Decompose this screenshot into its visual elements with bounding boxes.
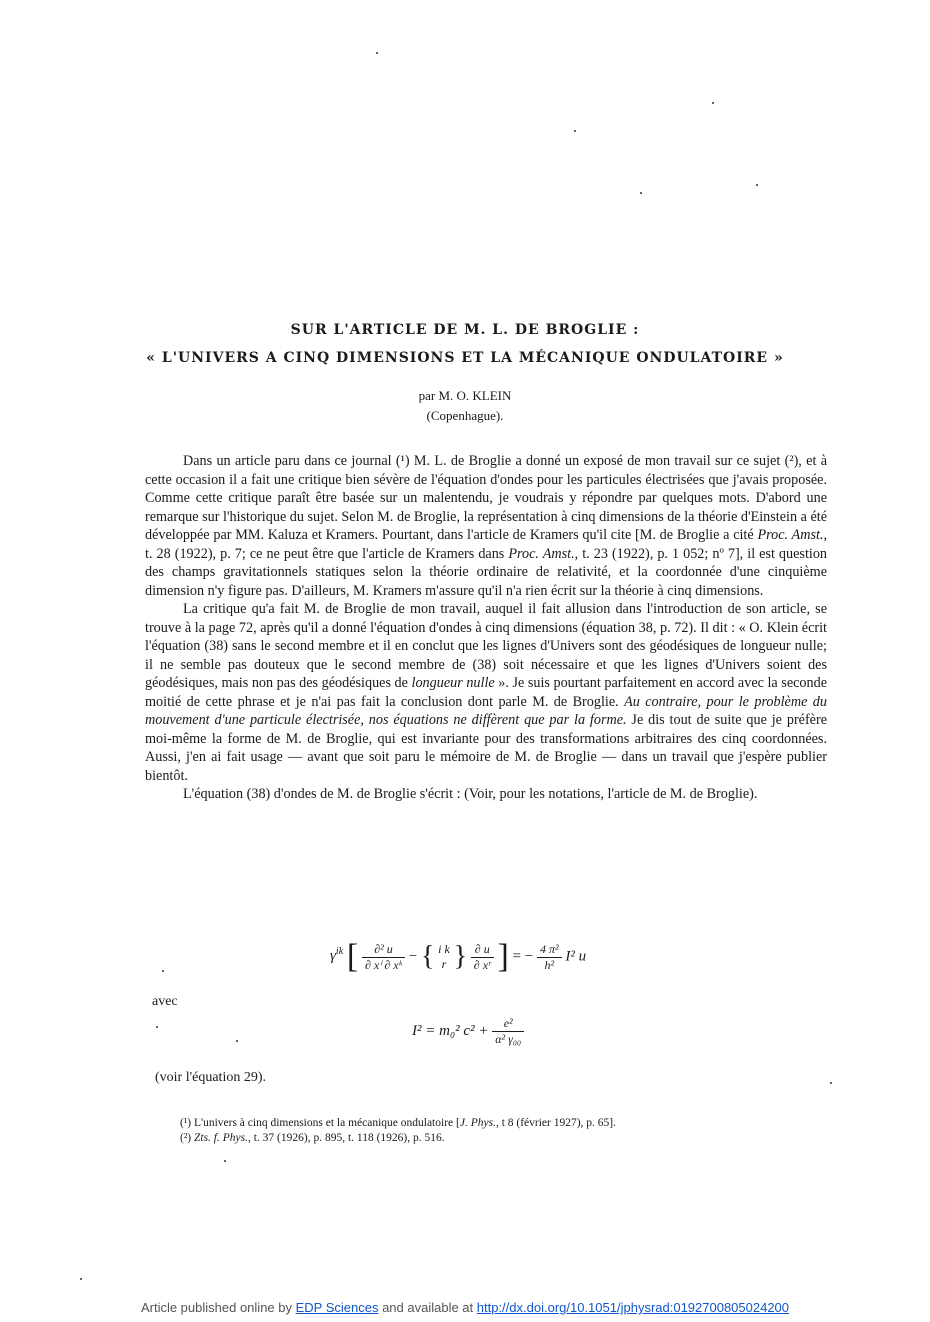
eq-rhs: I² u <box>565 948 587 965</box>
scan-speck <box>162 970 164 972</box>
rhs-fraction <box>537 942 562 973</box>
publisher-banner <box>0 1300 930 1315</box>
scan-speck <box>80 1278 82 1280</box>
text-run: , t 8 (février 1927), p. 65]. <box>495 1117 617 1129</box>
first-derivative <box>471 942 494 973</box>
eq-den: α² γ₀₀ <box>495 1032 522 1046</box>
gamma-symbol <box>330 948 343 964</box>
publisher-link[interactable]: EDP Sciences <box>295 1300 379 1315</box>
scan-speck <box>756 184 758 186</box>
affiliation: (Copenhague). <box>426 408 504 423</box>
journal-ref: Zts. f. Phys. <box>193 1132 248 1144</box>
author: par M. O. KLEIN <box>418 388 512 403</box>
eq-num: ∂² u <box>362 942 405 958</box>
doi-link[interactable]: http://dx.doi.org/10.1051/jphysrad:0192700805024200 <box>476 1300 790 1315</box>
journal-ref: Proc. Amst. <box>757 527 824 543</box>
journal-ref: Proc. Amst. <box>508 545 575 562</box>
avec-label: avec <box>152 994 178 1009</box>
eq-gamma: γ <box>330 948 336 965</box>
scan-speck <box>156 1026 158 1028</box>
banner-text: and available at <box>378 1300 477 1315</box>
text-run: (¹) L'univers à cinq dimensions et la mécanique ondulatoire [ <box>180 1117 460 1129</box>
paragraph-2 <box>145 600 827 785</box>
banner-text: Article published online by <box>140 1300 296 1315</box>
eq-den: h² <box>544 957 555 972</box>
mass-equation <box>412 1016 524 1047</box>
text-run: La critique qu'a fait M. de Broglie de mon travail, auquel il fait allusion dans l'introduction de son article, se trouve à la page 72, après qu'il a donné l'équation d'ondes à cinq dimensions (équation 38, p. 72). Il dit : « O. Klein écrit l'équation (38) sans le second membre et il en conclut que les lignes d'Univers sont des géodésiques de longueur nulle; il ne semble pas douteux que le second membre de (38) soit nécessaire et que les lignes d'Univers soient des géodésiques, mais non pas des géodésiques de <box>145 601 827 691</box>
eq-minus: − <box>408 948 418 965</box>
right-brace: } <box>453 941 468 972</box>
scan-speck <box>224 1160 226 1162</box>
christoffel-bottom: r <box>441 957 447 971</box>
wave-equation <box>330 940 586 974</box>
scan-speck <box>830 1082 832 1084</box>
footnote-2 <box>180 1131 820 1146</box>
equation-reference: (voir l'équation 29). <box>155 1070 266 1085</box>
scan-speck <box>640 192 642 194</box>
footnotes <box>180 1116 820 1146</box>
scan-speck <box>712 102 714 104</box>
eq-den: ∂ xʳ <box>473 957 491 972</box>
second-derivative <box>362 942 405 973</box>
eq-den: ∂ xⁱ ∂ xᵏ <box>364 957 402 972</box>
scan-speck <box>574 130 576 132</box>
text-run: (²) <box>180 1132 194 1144</box>
text-run: , t. 23 (1922), p. 1 052; nº 7], il est question des champs gravitationnels statiques selon la théorie ordinaire de relativité, et la coordonnée d'une cinquième dimension n'y figure pas. D'ailleurs, M. Kramers m'assure qu'il n'a rien écrit sur la théorie à cinq dimensions. <box>145 545 828 599</box>
eq-num: e² <box>492 1016 524 1032</box>
charge-fraction <box>492 1016 524 1047</box>
paragraph-1 <box>145 452 827 600</box>
journal-ref: J. Phys. <box>459 1117 496 1129</box>
emphasis: Au contraire, pour le problème du mouvement d'une particule électrisée, nos équations ne diffèrent que par la forme. <box>145 693 827 728</box>
christoffel-symbol <box>438 942 450 972</box>
article-title-line2: « L'UNIVERS A CINQ DIMENSIONS ET LA MÉCANIQUE ONDULATOIRE » <box>146 350 784 366</box>
article-title-line1: SUR L'ARTICLE DE M. L. DE BROGLIE : <box>290 322 640 338</box>
text-run: ». Je suis pourtant parfaitement en accord avec la seconde moitié de cette phrase et je n'ai pas fait la conclusion dont parle M. de Broglie. <box>145 675 827 710</box>
left-brace: { <box>420 941 435 972</box>
text-run: Je dis tout de suite que je préfère moi-même la forme de M. de Broglie, qui est invariante pour des transformations arbitraires des cinq coordonnées. Aussi, j'en ai fait usage — avant que soit paru le mémoire de M. de Broglie — dans un travail que j'espère publier bientôt. <box>145 712 828 784</box>
text-run: Dans un article paru dans ce journal (¹) M. L. de Broglie a donné un exposé de mon travail sur ce sujet (²), et à cette occasion il a fait une critique bien sévère de l'équation d'ondes pour les particules électrisées que j'avais proposée. Comme cette critique paraît être basée sur un malentendu, je voudrais y répondre par quelques mots. D'abord une remarque sur l'historique du sujet. Selon M. de Broglie, la représentation à cinq dimensions de la théorie d'Einstein a été développée par MM. Kaluza et Kramers. Pourtant, dans l'article de Kramers qu'il cite [M. de Broglie a cité <box>145 453 827 543</box>
right-bracket: ] <box>497 938 509 975</box>
scan-speck <box>236 1040 238 1042</box>
text-run: , t. 28 (1922), p. 7; ce ne peut être que l'article de Kramers dans <box>145 527 828 562</box>
text-run: , t. 37 (1926), p. 895, t. 118 (1926), p. 516. <box>247 1132 445 1144</box>
left-bracket: [ <box>346 938 359 975</box>
christoffel-top: i k <box>438 942 450 956</box>
footnote-1 <box>180 1116 820 1131</box>
emphasis: longueur nulle <box>411 675 495 691</box>
paragraph-3: L'équation (38) d'ondes de M. de Broglie s'écrit : (Voir, pour les notations, l'article de M. de Broglie). <box>183 786 758 802</box>
eq-gamma-sup: ik <box>335 946 344 958</box>
eq-num: ∂ u <box>471 942 494 958</box>
eq-equals: = − <box>512 948 534 965</box>
eq-num: 4 π² <box>537 942 562 958</box>
scan-speck <box>376 52 378 54</box>
article-body <box>145 452 827 804</box>
eq-lhs: I² = m₀² c² + <box>412 1022 489 1039</box>
